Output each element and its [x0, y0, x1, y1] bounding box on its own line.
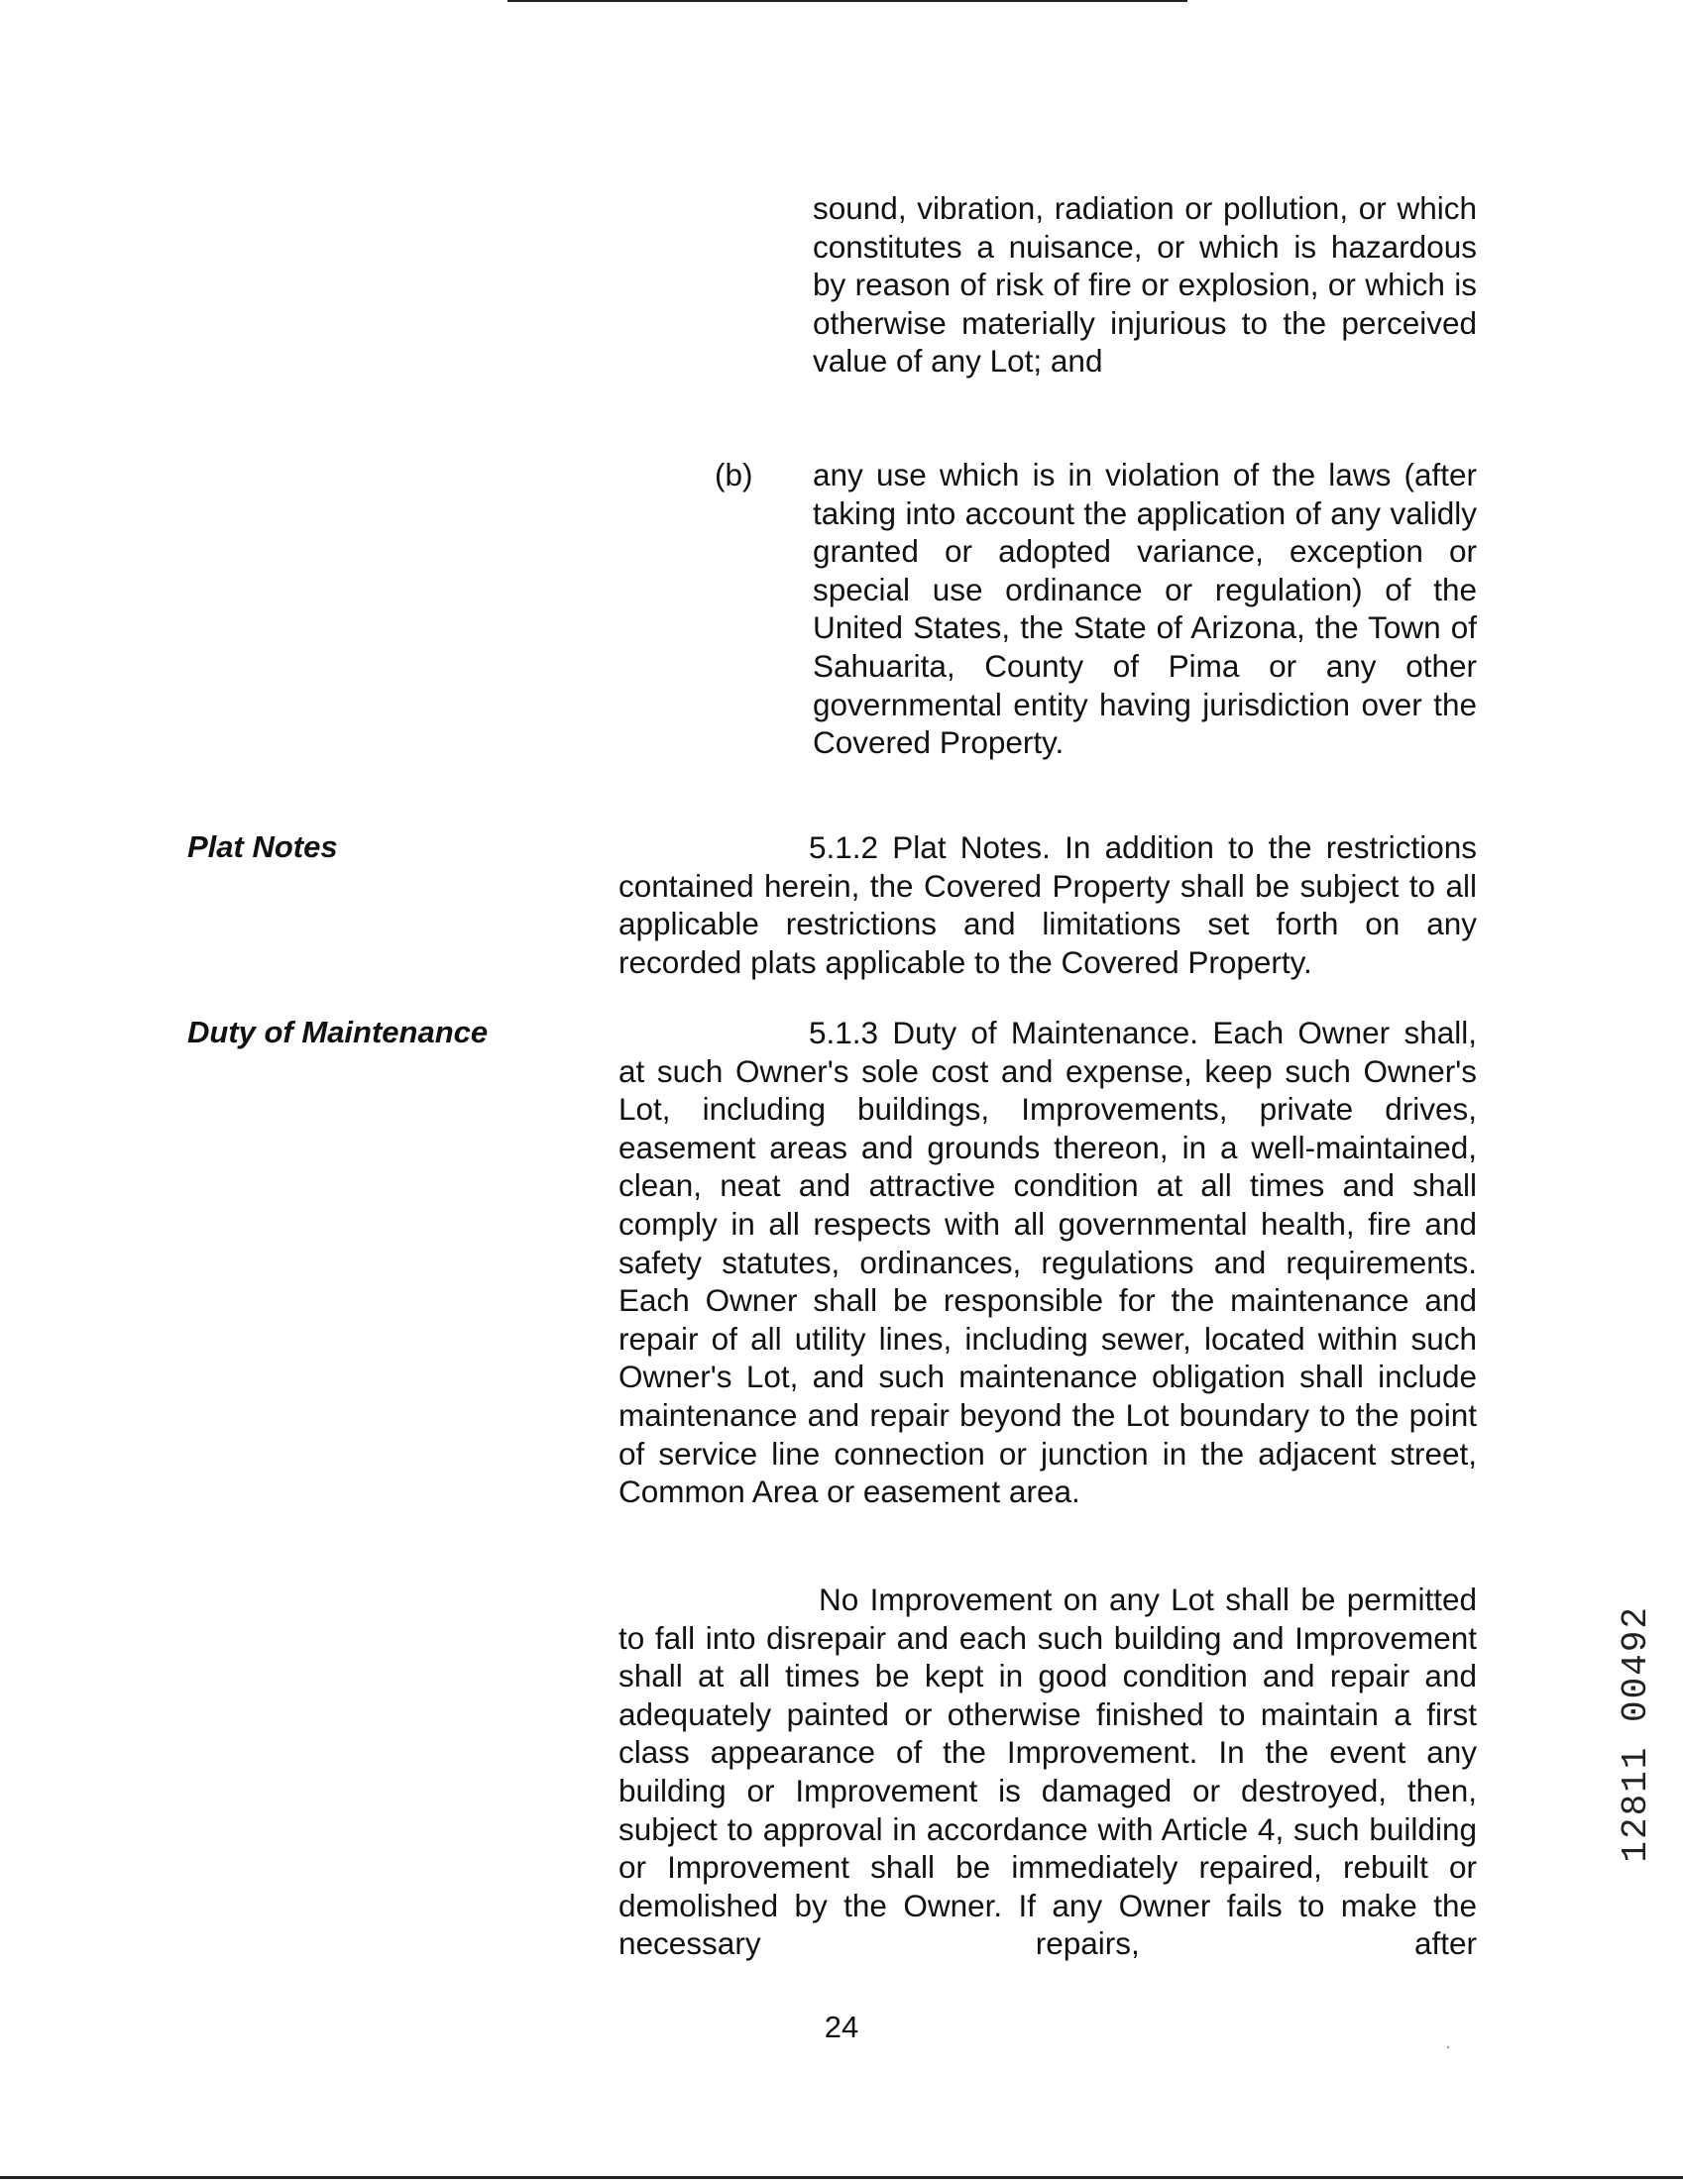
top-rule — [507, 0, 1187, 2]
section-number-5-1-2: 5.1.2 — [809, 829, 879, 865]
duty-of-maintenance-heading: Duty of Maintenance — [187, 1015, 489, 1049]
item-b-marker: (b) — [715, 457, 753, 492]
scan-speck — [1447, 2046, 1449, 2048]
document-number: 12811 00492 — [1616, 1605, 1656, 1863]
paragraph-a-continued: sound, vibration, radiation or pollution, or which constitutes a nuisance, or which is hazardous by reason of risk of fire or explosion, or which is otherwise materially injurious to the perceived value of any Lot; and — [813, 190, 1477, 380]
plat-notes-paragraph — [618, 828, 1477, 981]
bottom-rule — [0, 2176, 1683, 2179]
duty-of-maintenance-text: Duty of Maintenance. Each Owner shall, at such Owner's sole cost and expense, keep such Owner's Lot, including buildings, Improvements, private drives, easement areas and grounds thereon, in a well-maintained, clean, neat and attractive condition at all times and shall comply in all respects with all governmental health, fire and safety statutes, ordinances, regulations and requirements. Each Owner shall be responsible for the maintenance and repair of all utility lines, including sewer, located within such Owner's Lot, and such maintenance obligation shall include maintenance and repair beyond the Lot boundary to the point of service line connection or junction in the adjacent street, Common Area or easement area. — [618, 1015, 1477, 1510]
section-number-5-1-3: 5.1.3 — [809, 1015, 879, 1050]
item-b-text: any use which is in violation of the laws (after taking into account the application of any validly granted or adopted variance, exception or special use ordinance or regulation) of the United States, the State of Arizona, the Town of Sahuarita, County of Pima or any other governmental entity having jurisdiction over the Covered Property. — [813, 457, 1477, 761]
plat-notes-text: Plat Notes. In addition to the restrictions contained herein, the Covered Property shall be subject to all applicable restrictions and limitations set forth on any recorded plats applicable to the Covered Property. — [618, 829, 1477, 980]
page-number: 24 — [824, 2010, 859, 2044]
plat-notes-heading: Plat Notes — [187, 829, 338, 864]
no-improvement-paragraph: No Improvement on any Lot shall be permitted to fall into disrepair and each such building and Improvement shall at all times be kept in good condition and repair and adequately painted or otherwise finished to maintain a first class appearance of the Improvement. In the event any building or Improvement is damaged or destroyed, then, subject to approval in accordance with Article 4, such building or Improvement shall be immediately repaired, rebuilt or demolished by the Owner. If any Owner fails to make the necessary repairs, after — [618, 1582, 1477, 1962]
duty-of-maintenance-paragraph — [618, 1014, 1477, 1511]
